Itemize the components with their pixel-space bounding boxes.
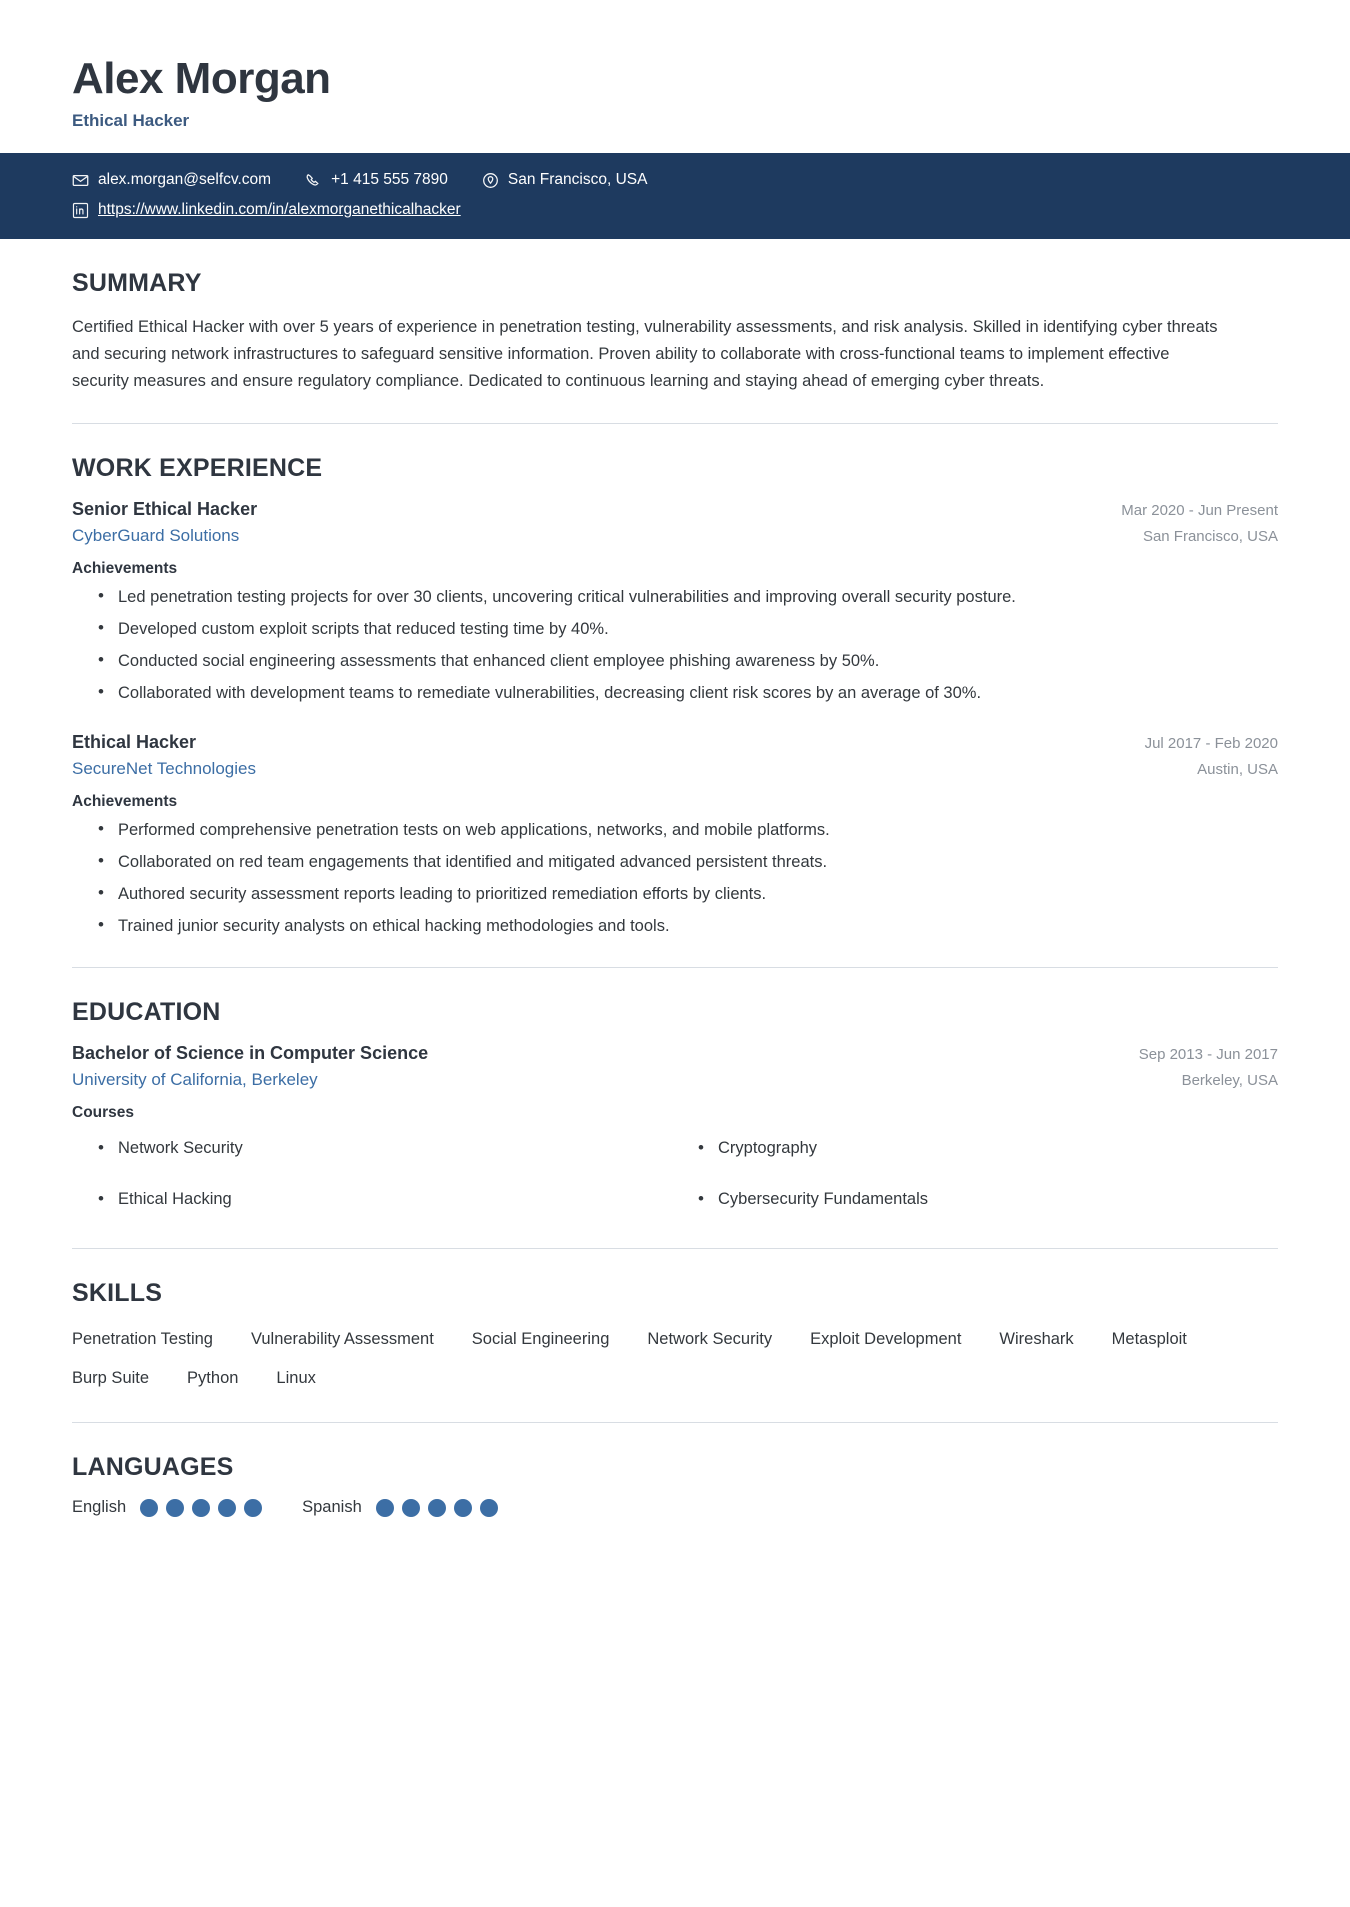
skill-item: Vulnerability Assessment — [250, 1329, 434, 1348]
language-item — [72, 1498, 262, 1517]
courses-list — [72, 1128, 1278, 1220]
level-dot — [480, 1499, 498, 1517]
language-level-dots — [376, 1499, 498, 1517]
section-work-experience — [72, 423, 1278, 940]
job-company: SecureNet Technologies — [72, 758, 256, 778]
education-entry-sub — [72, 1070, 1278, 1090]
section-languages — [72, 1422, 1278, 1517]
job-date: Jul 2017 - Feb 2020 — [1144, 734, 1278, 752]
education-entry-head — [72, 1043, 1278, 1064]
skill-item: Penetration Testing — [72, 1329, 213, 1348]
list-item: • Ethical Hacking — [118, 1179, 678, 1220]
work-experience-title: WORK EXPERIENCE — [72, 453, 323, 482]
level-dot — [454, 1499, 472, 1517]
candidate-name: Alex Morgan — [72, 54, 331, 103]
skill-item: Social Engineering — [471, 1329, 610, 1348]
level-dot — [140, 1499, 158, 1517]
school-name: University of California, Berkeley — [72, 1070, 318, 1090]
job-company: CyberGuard Solutions — [72, 525, 240, 545]
job-location: Austin, USA — [1197, 760, 1278, 778]
list-item: • Conducted social engineering assessments that enhanced client employee phishing awareness by 50%. — [118, 648, 1278, 674]
contact-linkedin-text[interactable]: https://www.linkedin.com/in/alexmorganethicalhacker — [98, 201, 461, 219]
linkedin-icon — [72, 202, 89, 219]
list-item: • Cryptography — [718, 1128, 1278, 1169]
contact-row-primary — [72, 171, 1278, 189]
skill-item: Exploit Development — [810, 1329, 962, 1348]
degree-date: Sep 2013 - Jun 2017 — [1138, 1046, 1278, 1064]
candidate-role: Ethical Hacker — [72, 111, 190, 131]
contact-phone[interactable] — [305, 171, 448, 189]
education-title: EDUCATION — [72, 998, 221, 1027]
section-education — [72, 967, 1278, 1220]
level-dot — [428, 1499, 446, 1517]
skill-item: Wireshark — [999, 1329, 1074, 1348]
section-skills — [72, 1248, 1278, 1395]
list-item: • Collaborated on red team engagements that identified and mitigated advanced persistent threats. — [118, 849, 1278, 875]
list-item: • Collaborated with development teams to remediate vulnerabilities, decreasing client risk scores by an average of 30%. — [118, 680, 1278, 706]
achievements-label: Achievements — [72, 559, 178, 577]
skill-item: Network Security — [647, 1329, 773, 1348]
list-item: • Trained junior security analysts on ethical hacking methodologies and tools. — [118, 913, 1278, 939]
list-item: • Network Security — [118, 1128, 678, 1169]
contact-phone-text: +1 415 555 7890 — [331, 171, 448, 189]
level-dot — [218, 1499, 236, 1517]
languages-list — [72, 1498, 1278, 1517]
list-item: • Performed comprehensive penetration tests on web applications, networks, and mobile platforms. — [118, 817, 1278, 843]
job-title: Ethical Hacker — [72, 731, 197, 752]
skill-item: Python — [187, 1368, 239, 1387]
skills-list — [72, 1324, 1232, 1395]
level-dot — [244, 1499, 262, 1517]
language-level-dots — [140, 1499, 262, 1517]
skill-item: Burp Suite — [72, 1368, 150, 1387]
contact-row-secondary — [72, 201, 1278, 219]
work-entry — [72, 499, 1278, 706]
job-title: Senior Ethical Hacker — [72, 498, 258, 519]
work-entry-head — [72, 732, 1278, 753]
contact-email-text: alex.morgan@selfcv.com — [98, 171, 272, 189]
skill-item: Linux — [276, 1368, 316, 1387]
resume-body — [0, 239, 1350, 1557]
list-item: • Authored security assessment reports leading to prioritized remediation efforts by clients. — [118, 881, 1278, 907]
list-item: • Cybersecurity Fundamentals — [718, 1179, 1278, 1220]
work-entry-head — [72, 499, 1278, 520]
degree-title: Bachelor of Science in Computer Science — [72, 1043, 429, 1064]
skill-item: Metasploit — [1111, 1329, 1187, 1348]
level-dot — [402, 1499, 420, 1517]
level-dot — [376, 1499, 394, 1517]
location-pin-icon — [482, 172, 499, 189]
courses-label: Courses — [72, 1104, 135, 1122]
job-location: San Francisco, USA — [1142, 527, 1278, 545]
contact-linkedin[interactable] — [72, 201, 461, 219]
section-summary — [72, 239, 1278, 394]
language-name: Spanish — [302, 1498, 362, 1517]
school-location: Berkeley, USA — [1181, 1072, 1278, 1090]
work-entry-sub — [72, 759, 1278, 779]
education-entry — [72, 1043, 1278, 1220]
contact-email[interactable] — [72, 171, 271, 189]
achievements-list — [72, 817, 1278, 939]
contact-location — [482, 171, 648, 189]
list-item: • Led penetration testing projects for over 30 clients, uncovering critical vulnerabilities and improving overall security posture. — [118, 584, 1278, 610]
resume-header — [0, 0, 1350, 153]
summary-title: SUMMARY — [72, 269, 202, 298]
contact-location-text: San Francisco, USA — [507, 171, 648, 189]
work-entry — [72, 732, 1278, 939]
phone-icon — [305, 172, 322, 189]
summary-text: Certified Ethical Hacker with over 5 years of experience in penetration testing, vulnerability assessments, and risk analysis. Skilled in identifying cyber threats and securing network infrastructures to safeguard sensitive information. Proven ability to collaborate with cross-functional teams to implement effective security measures and ensure regulatory compliance. Dedicated to continuous learning and staying ahead of emerging cyber threats. — [72, 318, 1218, 390]
language-name: English — [72, 1498, 127, 1517]
contact-bar — [0, 153, 1350, 239]
skills-title: SKILLS — [72, 1278, 163, 1307]
level-dot — [166, 1499, 184, 1517]
achievements-list — [72, 584, 1278, 706]
job-date: Mar 2020 - Jun Present — [1121, 501, 1278, 519]
level-dot — [192, 1499, 210, 1517]
languages-title: LANGUAGES — [72, 1453, 234, 1482]
language-item — [302, 1498, 498, 1517]
envelope-icon — [72, 172, 89, 189]
achievements-label: Achievements — [72, 792, 178, 810]
list-item: • Developed custom exploit scripts that reduced testing time by 40%. — [118, 616, 1278, 642]
work-entry-sub — [72, 526, 1278, 546]
